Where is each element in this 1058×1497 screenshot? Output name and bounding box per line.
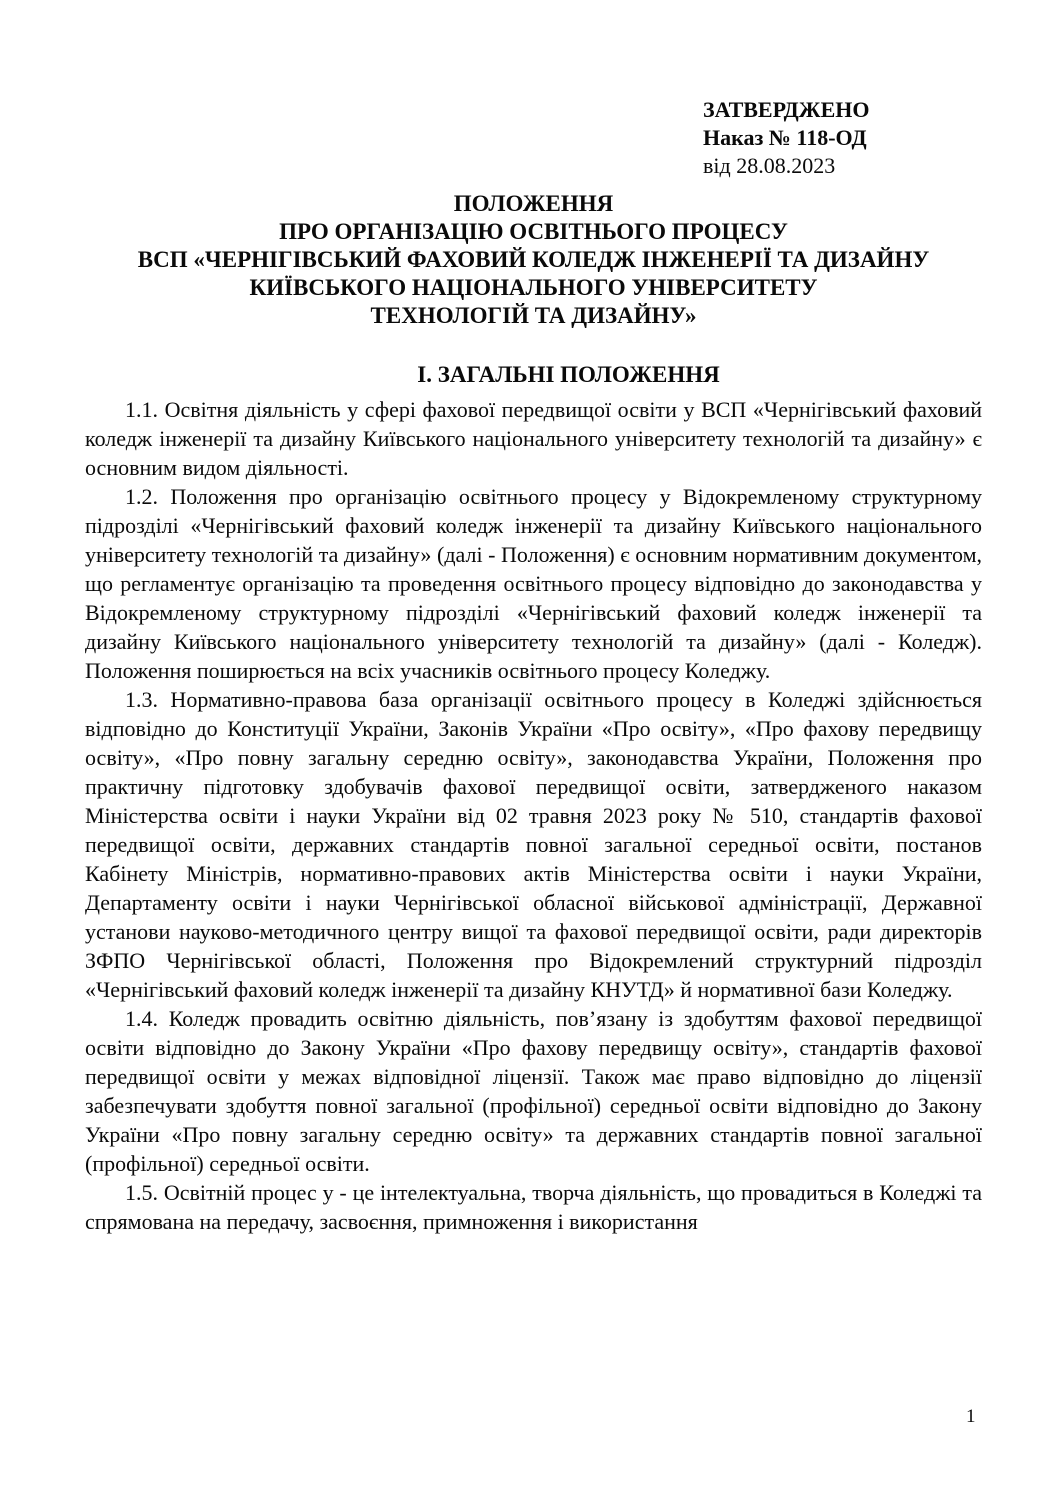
paragraph-1-4: 1.4. Коледж провадить освітню діяльність, пов’язану із здобуттям фахової передвищої освіти відповідно до Закону України «Про фахову передвищу освіту», стандартів фахової передвищої освіти у межах відповідної ліцензії. Також має право відповідно до ліцензії забезпечувати здобуття повної загальної (профільної) середньої освіти відповідно до Закону України «Про повну загальну середню освіту» та державних стандартів повної загальної (профільної) середньої освіти. bbox=[85, 1006, 982, 1176]
title-line-5: ТЕХНОЛОГІЙ ТА ДИЗАЙНУ» bbox=[370, 303, 697, 328]
body-text bbox=[85, 395, 982, 1236]
approval-stamp: ЗАТВЕРДЖЕНО bbox=[703, 97, 870, 122]
page-number: 1 bbox=[966, 1406, 976, 1427]
approval-block bbox=[703, 96, 982, 180]
paragraph-1-1: 1.1. Освітня діяльність у сфері фахової передвищої освіти у ВСП «Чернігівський фаховий коледж інженерії та дизайну Київського національного університету технологій та дизайну» є основним видом діяльності. bbox=[85, 397, 982, 480]
paragraph-1-2: 1.2. Положення про організацію освітнього процесу у Відокремленому структурному підрозділі «Чернігівський фаховий коледж інженерії та дизайну Київського національного університету технологій та дизайну» (далі - Положення) є основним нормативним документом, що регламентує організацію та проведення освітнього процесу відповідно до законодавства у Відокремленому структурному підрозділі «Чернігівський фаховий коледж інженерії та дизайну Київського національного університету технологій та дизайну» (далі - Коледж). Положення поширюється на всіх учасників освітнього процесу Коледжу. bbox=[85, 484, 982, 683]
title-line-2: ПРО ОРГАНІЗАЦІЮ ОСВІТНЬОГО ПРОЦЕСУ bbox=[279, 219, 788, 244]
section-heading: І. ЗАГАЛЬНІ ПОЛОЖЕННЯ bbox=[417, 362, 720, 387]
document-title bbox=[85, 190, 982, 330]
title-line-4: КИЇВСЬКОГО НАЦІОНАЛЬНОГО УНІВЕРСИТЕТУ bbox=[249, 275, 818, 300]
page-content bbox=[85, 96, 982, 1236]
approval-date: від 28.08.2023 bbox=[703, 153, 836, 178]
paragraph-1-3: 1.3. Нормативно-правова база організації освітнього процесу в Коледжі здійснюється відповідно до Конституції України, Законів України «Про освіту», «Про фахову передвищу освіту», «Про повну загальну середню освіту», законодавства України, Положення про практичну підготовку здобувачів фахової передвищої освіти, затвердженого наказом Міністерства освіти і науки України від 02 травня 2023 року № 510, стандартів фахової передвищої освіти, державних стандартів повної загальної середньої освіти, постанов Кабінету Міністрів, нормативно-правових актів Міністерства освіти і науки України, Департаменту освіти і науки Чернігівської обласної військової адміністрації, Державної установи науково-методичного центру вищої та фахової передвищої освіти, ради директорів ЗФПО Чернігівської області, Положення про Відокремлений структурний підрозділ «Чернігівський фаховий коледж інженерії та дизайну КНУТД» й нормативної бази Коледжу. bbox=[85, 687, 982, 1002]
title-line-3: ВСП «ЧЕРНІГІВСЬКИЙ ФАХОВИЙ КОЛЕДЖ ІНЖЕНЕРІЇ ТА ДИЗАЙНУ bbox=[137, 247, 930, 272]
approval-order-number: Наказ № 118-ОД bbox=[703, 125, 867, 150]
paragraph-1-5: 1.5. Освітній процес у - це інтелектуальна, творча діяльність, що провадиться в Коледжі та спрямована на передачу, засвоєння, примноження і використання bbox=[85, 1180, 982, 1234]
title-line-1: ПОЛОЖЕННЯ bbox=[453, 191, 614, 216]
